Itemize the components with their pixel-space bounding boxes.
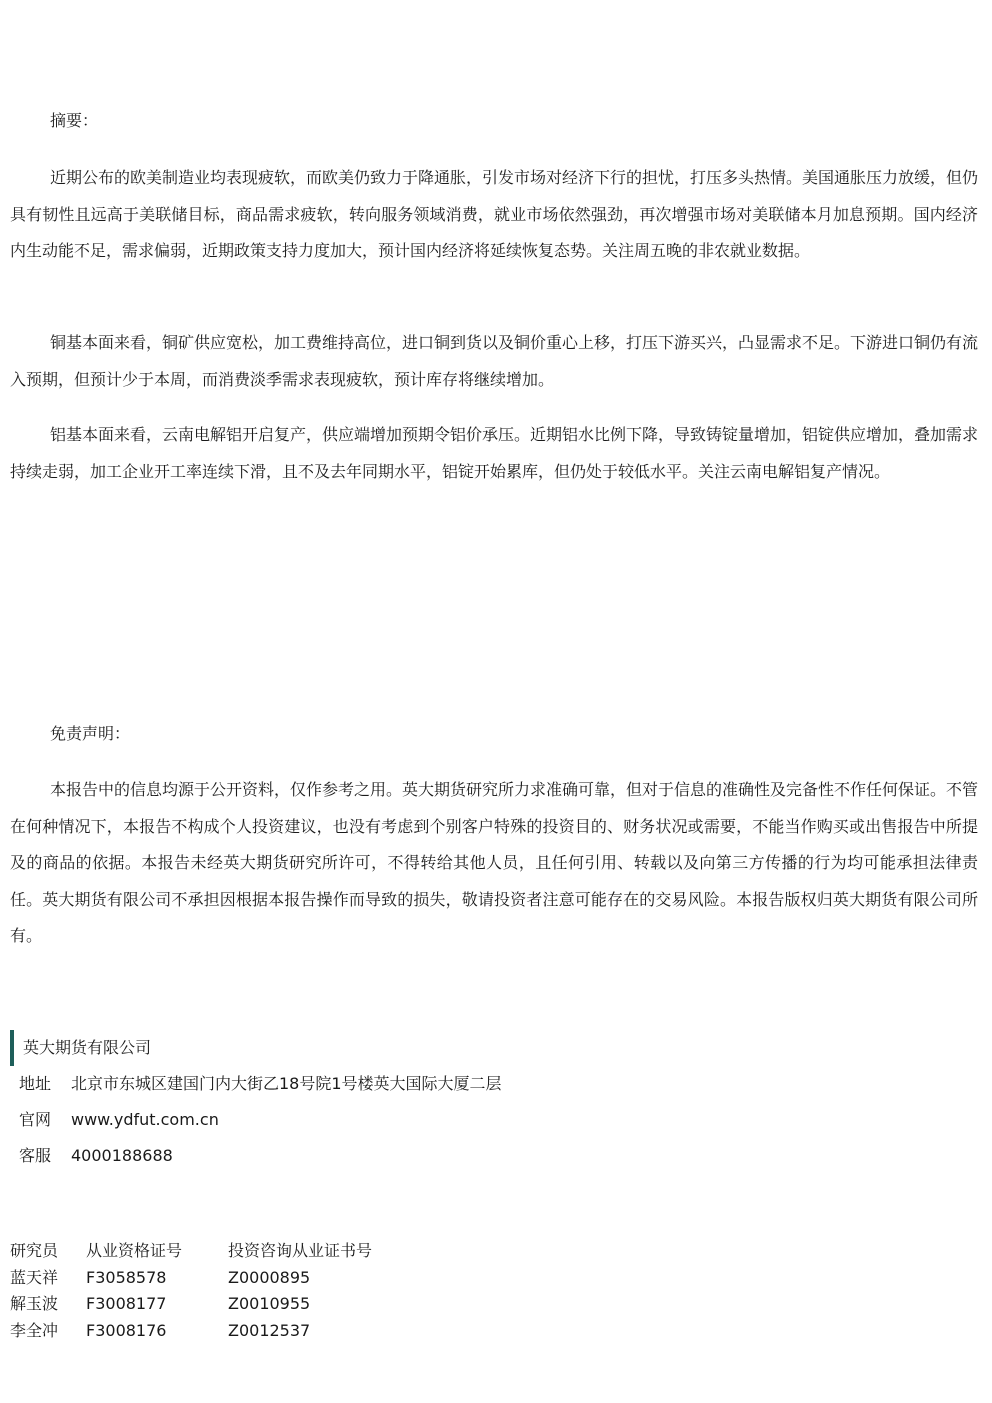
consulting-cert-number: Z0012537 [228, 1320, 311, 1340]
summary-paragraph-aluminum: 铝基本面来看，云南电解铝开启复产，供应端增加预期令铝价承压。近期铝水比例下降，导致铸锭量增加，铝锭供应增加，叠加需求持续走弱，加工企业开工率连续下滑，且不及去年同期水平，铝锭开始累库，但仍处于较低水平。关注云南电解铝复产情况。 [10, 425, 979, 481]
service-phone: 4000188688 [71, 1146, 173, 1165]
website-label: 官网 [19, 1110, 52, 1129]
qualification-number: F3008176 [86, 1320, 167, 1340]
qualification-number: F3058578 [86, 1267, 167, 1287]
header-analyst: 研究员 [10, 1241, 59, 1260]
address-label: 地址 [19, 1074, 52, 1093]
table-row [10, 1318, 372, 1345]
table-row [10, 1291, 372, 1318]
service-label: 客服 [19, 1146, 52, 1165]
company-service-row [19, 1144, 173, 1168]
analyst-name: 蓝天祥 [10, 1267, 59, 1287]
qualification-number: F3008177 [86, 1294, 167, 1313]
summary-heading: 摘要： [50, 111, 99, 130]
company-name: 英大期货有限公司 [10, 1030, 151, 1066]
table-row [10, 1265, 372, 1292]
disclaimer-heading: 免责声明： [50, 724, 131, 743]
website-link[interactable]: www.ydfut.com.cn [71, 1110, 219, 1129]
analysts-header-row [10, 1238, 372, 1265]
company-address-row [19, 1072, 502, 1096]
summary-paragraph-macro: 近期公布的欧美制造业均表现疲软，而欧美仍致力于降通胀，引发市场对经济下行的担忧，打压多头热情。美国通胀压力放缓，但仍具有韧性且远高于美联储目标，商品需求疲软，转向服务领域消费，就业市场依然强劲，再次增强市场对美联储本月加息预期。国内经济内生动能不足，需求偏弱，近期政策支持力度加大，预计国内经济将延续恢复态势。关注周五晚的非农就业数据。 [10, 168, 979, 260]
consulting-cert-number: Z0010955 [228, 1294, 311, 1313]
disclaimer-paragraph: 本报告中的信息均源于公开资料，仅作参考之用。英大期货研究所力求准确可靠，但对于信息的准确性及完备性不作任何保证。不管在何种情况下，本报告不构成个人投资建议，也没有考虑到个别客户特殊的投资目的、财务状况或需要，不能当作购买或出售报告中所提及的商品的依据。本报告未经英大期货研究所许可，不得转给其他人员，且任何引用、转载以及向第三方传播的行为均可能承担法律责任。英大期货有限公司不承担因根据本报告操作而导致的损失，敬请投资者注意可能存在的交易风险。本报告版权归英大期货有限公司所有。 [10, 780, 979, 945]
analyst-name: 李全冲 [10, 1320, 59, 1340]
company-website-row [19, 1108, 219, 1132]
analyst-name: 解玉波 [10, 1294, 59, 1313]
summary-paragraph-copper: 铜基本面来看，铜矿供应宽松，加工费维持高位，进口铜到货以及铜价重心上移，打压下游买兴，凸显需求不足。下游进口铜仍有流入预期，但预计少于本周，而消费淡季需求表现疲软，预计库存将继续增加。 [10, 333, 979, 389]
header-consulting-cert: 投资咨询从业证书号 [228, 1241, 373, 1260]
address-value: 北京市东城区建国门内大街乙18号院1号楼英大国际大厦二层 [71, 1074, 502, 1093]
analysts-table [10, 1238, 372, 1344]
consulting-cert-number: Z0000895 [228, 1267, 311, 1287]
header-qualification: 从业资格证号 [86, 1241, 183, 1260]
